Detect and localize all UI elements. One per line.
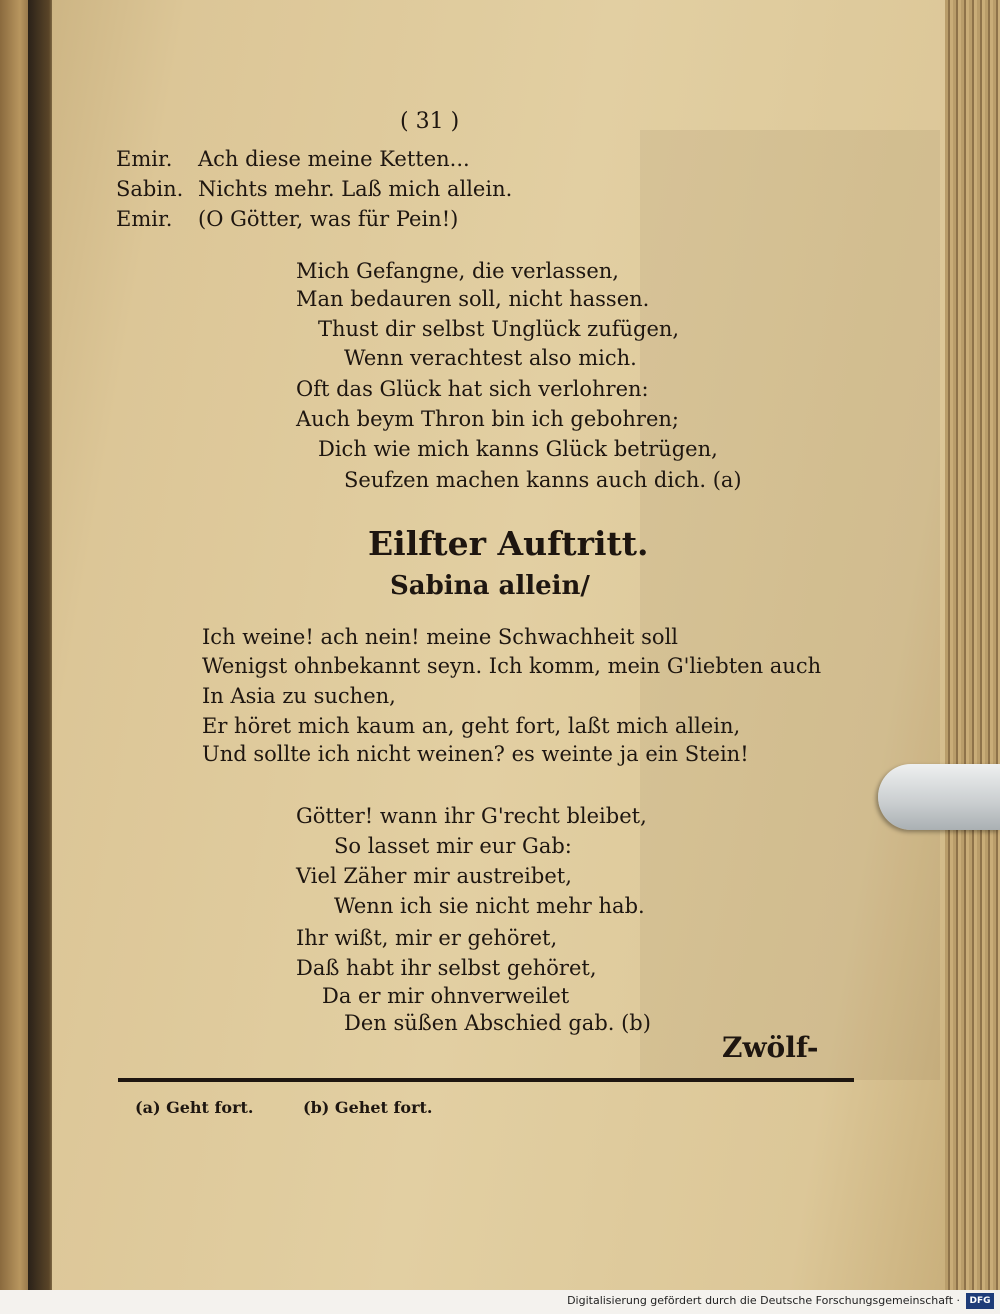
funding-credit: Digitalisierung gefördert durch die Deutsche Forschungsgemeinschaft · [567,1294,960,1307]
dfg-logo: DFG [966,1293,994,1309]
verse-line: Den süßen Abschied gab. (b) [344,1011,651,1035]
verse-line: Wenn verachtest also mich. [344,346,637,370]
verse-line: Mich Gefangne, die verlassen, [296,259,619,283]
catchword: Zwölf- [722,1031,819,1064]
verse-line: So lasset mir eur Gab: [334,834,572,858]
footnote: (a) Geht fort. [135,1098,254,1117]
dialogue-line: (O Götter, was für Pein!) [198,207,459,231]
page-clip [878,764,1000,830]
verse-line: Seufzen machen kanns auch dich. (a) [344,468,742,492]
verse-line: Auch beym Thron bin ich gebohren; [296,407,679,431]
page-edges [945,0,1000,1290]
footer-bar [0,1290,1000,1314]
verse-line: Wenn ich sie nicht mehr hab. [334,894,645,918]
prose-line: In Asia zu suchen, [202,684,396,708]
verse-line: Man bedauren soll, nicht hassen. [296,287,650,311]
scene-title: Eilfter Auftritt. [368,524,649,563]
verse-line: Daß habt ihr selbst gehöret, [296,956,597,980]
dialogue-line: Nichts mehr. Laß mich allein. [198,177,513,201]
speaker-label: Sabin. [116,177,184,201]
verse-line: Viel Zäher mir austreibet, [296,864,572,888]
footnote-rule [118,1078,854,1082]
verse-line: Ihr wißt, mir er gehöret, [296,926,558,950]
prose-line: Er höret mich kaum an, geht fort, laßt mich allein, [202,714,741,738]
footnote: (b) Gehet fort. [303,1098,433,1117]
page-number: ( 31 ) [400,109,460,134]
verse-line: Oft das Glück hat sich verlohren: [296,377,649,401]
show-through [640,130,940,1080]
verse-line: Dich wie mich kanns Glück betrügen, [318,437,718,461]
speaker-label: Emir. [116,207,173,231]
verse-line: Da er mir ohnverweilet [322,984,570,1008]
scene-subtitle: Sabina allein/ [390,571,590,601]
speaker-label: Emir. [116,147,173,171]
dialogue-line: Ach diese meine Ketten... [198,147,470,171]
verse-line: Götter! wann ihr G'recht bleibet, [296,804,647,828]
prose-line: Und sollte ich nicht weinen? es weinte ja ein Stein! [202,742,749,766]
prose-line: Ich weine! ach nein! meine Schwachheit soll [202,625,679,649]
prose-line: Wenigst ohnbekannt seyn. Ich komm, mein G'liebten auch [202,654,822,678]
verse-line: Thust dir selbst Unglück zufügen, [318,317,680,341]
